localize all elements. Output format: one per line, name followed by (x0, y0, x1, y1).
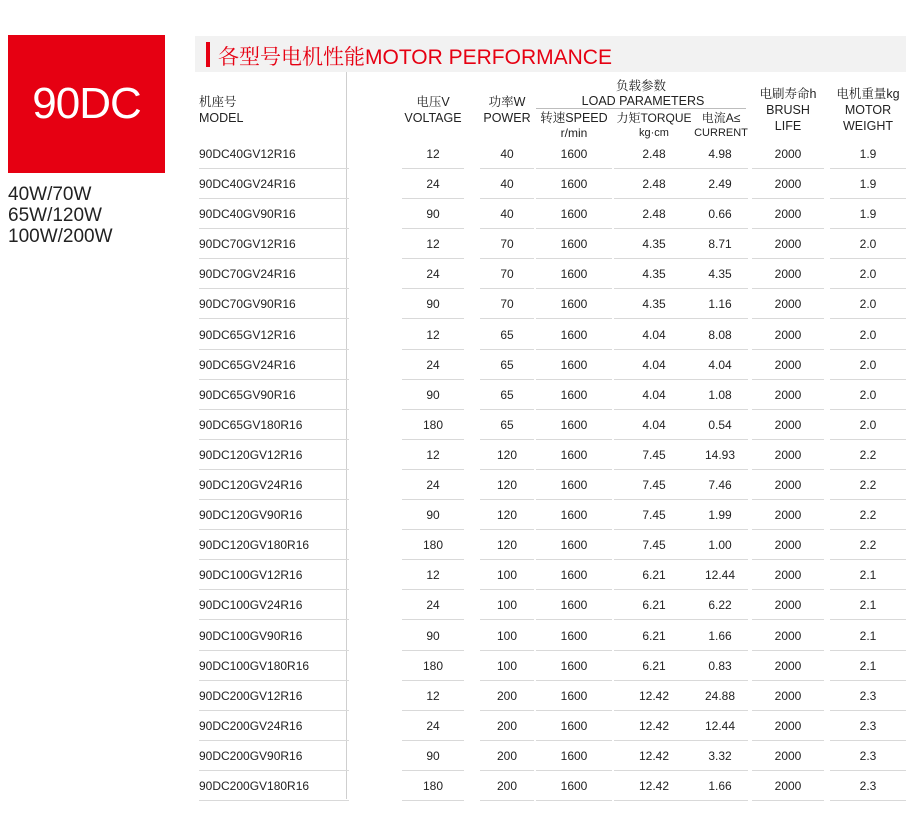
cell-brush-life: 2000 (774, 568, 802, 583)
cell-brush-life: 2000 (774, 778, 802, 793)
cell-weight: 2.0 (859, 417, 877, 432)
cell-speed: 1600 (560, 688, 588, 703)
table-row (195, 169, 906, 199)
cell-weight: 2.1 (859, 568, 877, 583)
header-weight-en1: MOTOR (844, 103, 892, 117)
cell-voltage: 12 (426, 237, 440, 252)
cell-brush-life: 2000 (774, 357, 802, 372)
cell-power: 120 (496, 447, 518, 462)
cell-speed: 1600 (560, 778, 588, 793)
power-range-list (8, 184, 113, 247)
cell-brush-life: 2000 (774, 207, 802, 222)
header-voltage-en: VOLTAGE (404, 111, 462, 125)
cell-brush-life: 2000 (774, 297, 802, 312)
cell-voltage: 90 (426, 387, 440, 402)
cell-model: 90DC100GV180R16 (199, 658, 310, 673)
cell-torque: 6.21 (642, 598, 666, 613)
cell-speed: 1600 (560, 207, 588, 222)
power-range-item: 100W/200W (8, 226, 113, 247)
header-speed-unit: r/min (560, 126, 588, 140)
cell-model: 90DC70GV12R16 (199, 237, 296, 252)
cell-model: 90DC65GV24R16 (199, 357, 296, 372)
cell-weight: 1.9 (859, 147, 877, 161)
cell-speed: 1600 (560, 237, 588, 252)
cell-current: 6.22 (708, 598, 732, 613)
cell-torque: 7.45 (642, 478, 666, 493)
section-title: 各型号电机性能MOTOR PERFORMANCE (218, 46, 612, 69)
cell-voltage: 12 (426, 327, 440, 342)
cell-current: 1.00 (708, 538, 732, 553)
cell-model: 90DC120GV180R16 (199, 538, 310, 553)
cell-voltage: 12 (426, 568, 440, 583)
cell-torque: 2.48 (642, 147, 666, 161)
header-weight-en2: WEIGHT (843, 119, 893, 133)
cell-brush-life: 2000 (774, 177, 802, 192)
cell-weight: 2.0 (859, 327, 877, 342)
cell-voltage: 90 (426, 628, 440, 643)
cell-model: 90DC120GV24R16 (199, 478, 303, 493)
cell-power: 40 (500, 177, 514, 192)
cell-brush-life: 2000 (774, 598, 802, 613)
table-row (195, 350, 906, 380)
cell-brush-life: 2000 (774, 538, 802, 553)
header-power-cn: 功率W (488, 95, 526, 109)
cell-speed: 1600 (560, 478, 588, 493)
cell-voltage: 90 (426, 748, 440, 763)
cell-speed: 1600 (560, 267, 588, 282)
cell-torque: 12.42 (638, 748, 670, 763)
table-row (195, 380, 906, 410)
row-separator (830, 800, 906, 801)
cell-weight: 2.0 (859, 267, 877, 282)
cell-current: 8.71 (708, 237, 732, 252)
cell-voltage: 90 (426, 207, 440, 222)
cell-model: 90DC120GV12R16 (199, 447, 303, 462)
cell-voltage: 180 (422, 778, 444, 793)
cell-brush-life: 2000 (774, 658, 802, 673)
table-row (195, 560, 906, 590)
cell-current: 1.66 (708, 778, 732, 793)
cell-brush-life: 2000 (774, 628, 802, 643)
cell-current: 0.54 (708, 417, 732, 432)
table-row (195, 199, 906, 229)
cell-brush-life: 2000 (774, 417, 802, 432)
cell-voltage: 90 (426, 297, 440, 312)
header-current-cn: 电流A≤ (701, 111, 741, 125)
power-range-item: 65W/120W (8, 205, 102, 226)
table-row (195, 139, 906, 169)
cell-torque: 7.45 (642, 538, 666, 553)
cell-torque: 7.45 (642, 447, 666, 462)
cell-model: 90DC65GV12R16 (199, 327, 296, 342)
cell-voltage: 12 (426, 688, 440, 703)
cell-current: 7.46 (708, 478, 732, 493)
cell-power: 65 (500, 357, 514, 372)
cell-voltage: 24 (426, 598, 440, 613)
table-row (195, 681, 906, 711)
cell-power: 200 (496, 748, 518, 763)
header-voltage-cn: 电压V (416, 95, 450, 109)
header-torque-cn: 力矩TORQUE (616, 111, 692, 125)
cell-current: 1.66 (708, 628, 732, 643)
cell-power: 65 (500, 417, 514, 432)
cell-voltage: 24 (426, 267, 440, 282)
table-row (195, 500, 906, 530)
cell-power: 70 (500, 267, 514, 282)
cell-torque: 7.45 (642, 508, 666, 523)
cell-current: 4.35 (708, 267, 732, 282)
cell-power: 100 (496, 658, 518, 673)
cell-torque: 4.35 (642, 297, 666, 312)
cell-power: 100 (496, 628, 518, 643)
cell-torque: 4.04 (642, 417, 666, 432)
cell-speed: 1600 (560, 568, 588, 583)
cell-brush-life: 2000 (774, 327, 802, 342)
cell-current: 8.08 (708, 327, 732, 342)
header-current-en: CURRENT (694, 127, 748, 139)
cell-voltage: 90 (426, 508, 440, 523)
cell-power: 200 (496, 718, 518, 733)
cell-model: 90DC100GV90R16 (199, 628, 303, 643)
model-badge (8, 35, 165, 173)
cell-power: 40 (500, 207, 514, 222)
cell-voltage: 24 (426, 718, 440, 733)
cell-current: 24.88 (704, 688, 736, 703)
cell-current: 12.44 (704, 718, 736, 733)
row-separator (480, 800, 534, 801)
cell-brush-life: 2000 (774, 478, 802, 493)
cell-weight: 2.2 (859, 508, 877, 523)
table-row (195, 651, 906, 681)
header-life-en2: LIFE (774, 119, 802, 133)
cell-power: 120 (496, 478, 518, 493)
cell-weight: 2.0 (859, 357, 877, 372)
table-row (195, 590, 906, 620)
cell-speed: 1600 (560, 327, 588, 342)
cell-brush-life: 2000 (774, 237, 802, 252)
cell-voltage: 12 (426, 147, 440, 161)
cell-speed: 1600 (560, 538, 588, 553)
header-speed-cn: 转速SPEED (540, 111, 608, 125)
cell-power: 200 (496, 778, 518, 793)
row-separator (692, 800, 748, 801)
cell-model: 90DC100GV12R16 (199, 568, 303, 583)
cell-speed: 1600 (560, 177, 588, 192)
table-row (195, 289, 906, 319)
cell-model: 90DC200GV180R16 (199, 778, 310, 793)
cell-voltage: 180 (422, 417, 444, 432)
header-model-en: MODEL (199, 111, 244, 125)
cell-brush-life: 2000 (774, 718, 802, 733)
header-power-en: POWER (483, 111, 531, 125)
cell-model: 90DC200GV90R16 (199, 748, 303, 763)
cell-brush-life: 2000 (774, 688, 802, 703)
cell-weight: 2.3 (859, 718, 877, 733)
row-separator (199, 800, 349, 801)
table-row (195, 741, 906, 771)
cell-weight: 2.0 (859, 297, 877, 312)
header-life-cn: 电刷寿命h (759, 87, 817, 101)
cell-weight: 2.2 (859, 447, 877, 462)
cell-model: 90DC65GV90R16 (199, 387, 296, 402)
section-title-bar (195, 36, 906, 72)
cell-weight: 2.1 (859, 658, 877, 673)
cell-speed: 1600 (560, 718, 588, 733)
cell-torque: 6.21 (642, 568, 666, 583)
row-separator (536, 800, 612, 801)
cell-weight: 2.1 (859, 628, 877, 643)
cell-current: 0.66 (708, 207, 732, 222)
cell-torque: 6.21 (642, 658, 666, 673)
cell-current: 4.04 (708, 357, 732, 372)
cell-torque: 2.48 (642, 177, 666, 192)
cell-current: 12.44 (704, 568, 736, 583)
table-row (195, 530, 906, 560)
cell-voltage: 24 (426, 357, 440, 372)
cell-model: 90DC65GV180R16 (199, 417, 303, 432)
cell-voltage: 180 (422, 658, 444, 673)
table-row (195, 470, 906, 500)
cell-power: 40 (500, 147, 514, 161)
cell-torque: 4.04 (642, 387, 666, 402)
header-load-cn: 负载参数 (615, 79, 666, 93)
cell-weight: 2.0 (859, 387, 877, 402)
cell-voltage: 24 (426, 478, 440, 493)
table-row (195, 320, 906, 350)
cell-speed: 1600 (560, 297, 588, 312)
cell-current: 3.32 (708, 748, 732, 763)
cell-weight: 2.3 (859, 688, 877, 703)
table-row (195, 229, 906, 259)
cell-speed: 1600 (560, 357, 588, 372)
cell-weight: 2.3 (859, 778, 877, 793)
cell-model: 90DC120GV90R16 (199, 508, 303, 523)
cell-model: 90DC70GV90R16 (199, 297, 296, 312)
cell-brush-life: 2000 (774, 147, 802, 161)
cell-model: 90DC200GV12R16 (199, 688, 303, 703)
load-header-rule (536, 108, 746, 109)
cell-speed: 1600 (560, 628, 588, 643)
cell-model: 90DC200GV24R16 (199, 718, 303, 733)
header-weight-cn: 电机重量kg (836, 87, 900, 101)
cell-torque: 12.42 (638, 778, 670, 793)
cell-speed: 1600 (560, 598, 588, 613)
cell-brush-life: 2000 (774, 748, 802, 763)
cell-current: 4.98 (708, 147, 732, 161)
header-life-en1: BRUSH (766, 103, 810, 117)
cell-current: 1.08 (708, 387, 732, 402)
power-range-item: 40W/70W (8, 184, 92, 205)
cell-power: 200 (496, 688, 518, 703)
cell-current: 1.99 (708, 508, 732, 523)
table-row (195, 440, 906, 470)
cell-weight: 2.0 (859, 237, 877, 252)
cell-brush-life: 2000 (774, 267, 802, 282)
cell-weight: 2.2 (859, 478, 877, 493)
cell-power: 120 (496, 538, 518, 553)
cell-torque: 6.21 (642, 628, 666, 643)
cell-speed: 1600 (560, 658, 588, 673)
cell-speed: 1600 (560, 447, 588, 462)
cell-speed: 1600 (560, 417, 588, 432)
table-row (195, 771, 906, 801)
cell-speed: 1600 (560, 748, 588, 763)
cell-weight: 2.3 (859, 748, 877, 763)
cell-torque: 4.35 (642, 267, 666, 282)
cell-weight: 1.9 (859, 207, 877, 222)
cell-model: 90DC100GV24R16 (199, 598, 303, 613)
cell-speed: 1600 (560, 387, 588, 402)
table-row (195, 621, 906, 651)
cell-power: 100 (496, 598, 518, 613)
cell-torque: 4.35 (642, 237, 666, 252)
title-accent-bar (206, 42, 210, 67)
cell-model: 90DC40GV90R16 (199, 207, 296, 222)
cell-brush-life: 2000 (774, 508, 802, 523)
performance-table-body (195, 139, 906, 801)
table-row (195, 259, 906, 289)
cell-weight: 2.1 (859, 598, 877, 613)
cell-voltage: 24 (426, 177, 440, 192)
cell-torque: 12.42 (638, 718, 670, 733)
header-torque-unit: kg·cm (639, 127, 669, 139)
cell-speed: 1600 (560, 147, 588, 161)
cell-voltage: 12 (426, 447, 440, 462)
header-model-cn: 机座号 (199, 95, 237, 109)
cell-power: 65 (500, 387, 514, 402)
cell-weight: 1.9 (859, 177, 877, 192)
cell-speed: 1600 (560, 508, 588, 523)
cell-power: 120 (496, 508, 518, 523)
cell-current: 1.16 (708, 297, 732, 312)
cell-model: 90DC70GV24R16 (199, 267, 296, 282)
cell-brush-life: 2000 (774, 387, 802, 402)
cell-power: 70 (500, 297, 514, 312)
cell-weight: 2.2 (859, 538, 877, 553)
cell-current: 2.49 (708, 177, 732, 192)
cell-brush-life: 2000 (774, 447, 802, 462)
cell-current: 14.93 (704, 447, 736, 462)
cell-power: 100 (496, 568, 518, 583)
table-row (195, 711, 906, 741)
cell-model: 90DC40GV12R16 (199, 147, 296, 161)
cell-torque: 12.42 (638, 688, 670, 703)
header-load-en: LOAD PARAMETERS (581, 94, 705, 108)
row-separator (402, 800, 464, 801)
table-row (195, 410, 906, 440)
cell-current: 0.83 (708, 658, 732, 673)
cell-voltage: 180 (422, 538, 444, 553)
row-separator (752, 800, 824, 801)
cell-power: 65 (500, 327, 514, 342)
model-badge-title: 90DC (32, 79, 141, 128)
row-separator (614, 800, 694, 801)
cell-model: 90DC40GV24R16 (199, 177, 296, 192)
cell-torque: 4.04 (642, 327, 666, 342)
cell-torque: 4.04 (642, 357, 666, 372)
cell-power: 70 (500, 237, 514, 252)
cell-torque: 2.48 (642, 207, 666, 222)
